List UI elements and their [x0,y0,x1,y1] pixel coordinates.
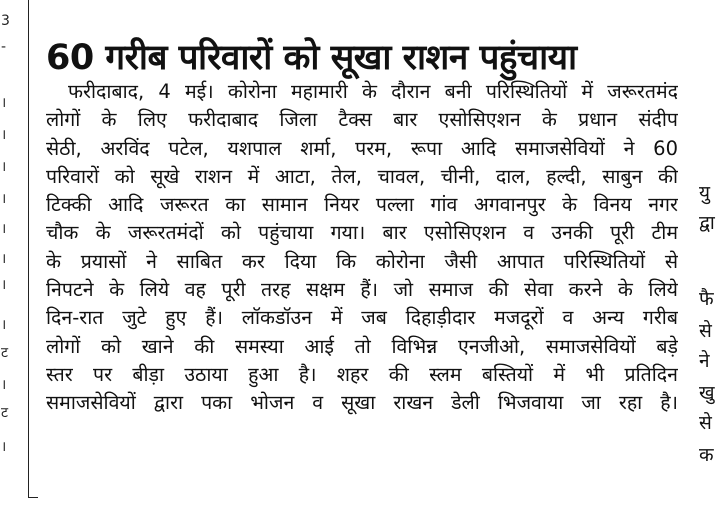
column-divider-foot [28,497,38,498]
left-column-fragments [0,0,20,500]
article-line: दिन-रात जुटे हुए हैं। लॉकडॉउन में जब दिहाड़ीदार मजदूरों व अन्य गरीब [46,306,678,330]
article-line: चौक के जरूरतमंदों को पहुंचाया गया। बार एसोसिएशन व उनकी पूरी टीम [46,221,678,245]
article-line: सेठी, अरविंद पटेल, यशपाल शर्मा, परम, रूपा आदि समाजसेवियों ने 60 [46,136,678,160]
right-fragment: फै [699,288,714,310]
right-fragment: क [699,444,714,466]
left-fragment: 3 [1,13,10,29]
article-line: टिक्की आदि जरूरत का सामान नियर पल्ला गांव अगवानपुर के विनय नगर [46,193,678,217]
right-fragment: ने [699,350,710,372]
left-fragment: । [1,439,7,455]
article-line: निपटने के लिये वह पूरी तरह सक्षम हैं। जो समाज की सेवा करने के लिये [46,278,678,302]
article-line: समाजसेवियों द्वारा पका भोजन व सूखा राखन डेली भिजवाया जा रहा है। [46,391,678,415]
article-line: लोगों के लिए फरीदाबाद जिला टैक्स बार एसोसिएशन के प्रधान संदीप [46,108,678,132]
column-divider [28,0,29,498]
left-fragment: ट [1,345,9,361]
right-fragment: से [699,320,712,342]
left-fragment: । [1,251,7,267]
right-fragment: द्वा [699,212,715,234]
article-line: स्तर पर बीड़ा उठाया हुआ है। शहर की स्लम बस्तियों में भी प्रतिदिन [46,362,678,386]
left-fragment: । [1,127,7,143]
right-fragment: खु [699,382,715,404]
left-fragment: । [1,377,7,393]
article-body [46,78,678,418]
left-fragment: । [1,221,7,237]
left-fragment: । [1,191,7,207]
left-fragment: । [1,159,7,175]
headline: 60 गरीब परिवारों को सूखा राशन पहुंचाया [46,38,577,79]
article-line: के प्रयासों ने साबित कर दिया कि कोरोना जैसी आपात परिस्थितियों से [46,249,678,273]
right-column-fragments [697,0,718,510]
left-fragment: । [1,317,7,333]
right-fragment: यु [699,182,711,204]
article-line: परिवारों को सूखे राशन में आटा, तेल, चावल, चीनी, दाल, हल्दी, साबुन की [46,164,678,188]
left-fragment: । [1,95,7,111]
left-fragment: । [1,277,7,293]
left-fragment: - [1,39,7,55]
article-line: फरीदाबाद, 4 मई। कोरोना महामारी के दौरान बनी परिस्थितियों में जरूरतमंद [68,80,678,103]
article-line: लोगों को खाने की समस्या आई तो विभिन्न एनजीओ, समाजसेवियों बड़े [46,334,678,358]
right-fragment: से [699,412,712,434]
left-fragment: ट [1,405,9,421]
